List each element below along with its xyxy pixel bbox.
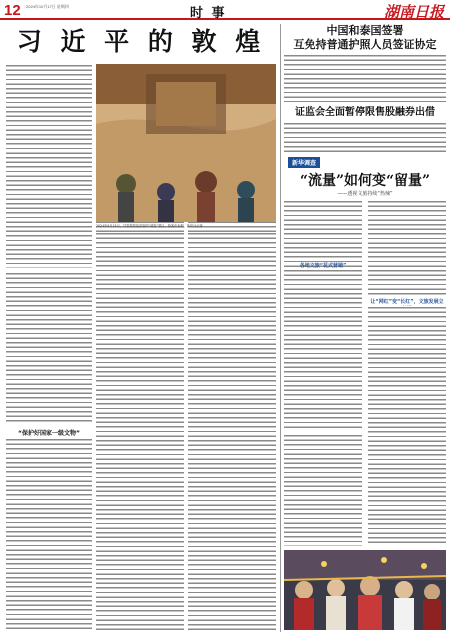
article-body-col-1 [6, 64, 92, 268]
article-body-col-6 [188, 232, 276, 632]
article-body-col-5 [96, 232, 184, 632]
feature-body-col-2 [368, 200, 446, 296]
headline-csrc: 证监会全面暂停限售股融券出借 [295, 107, 435, 118]
newspaper-logo: 湖南日报 [383, 3, 444, 21]
article-body-col-4 [6, 272, 92, 424]
page-number: 12 [4, 2, 21, 19]
news-photo [96, 64, 276, 222]
headline-visa-agreement [284, 24, 446, 52]
column-divider [280, 24, 281, 632]
section-title: 时 事 [190, 6, 227, 21]
visa-article-body [284, 54, 446, 102]
section-subhead: “保护好国家一级文物” [18, 430, 80, 437]
feature-photo [284, 550, 446, 630]
headline-visa-line-2: 互免持普通护照人员签证协定 [293, 38, 437, 51]
feature-subheadline: ——透视文旅持续“热辣” [337, 191, 393, 197]
feature-kicker: 新华调查 [288, 157, 320, 168]
date-line: 2024年10月17日 星期四 [26, 4, 69, 9]
feature-headline: “流量”如何变“留量” [299, 173, 431, 189]
feature-body-col-3 [368, 306, 446, 546]
main-headline: 习 近 平 的 敦 煌 [16, 27, 266, 56]
feature-section-title-1: 各地文旅“花式营销” [299, 263, 347, 269]
page-header [0, 0, 450, 20]
article-body-col-7 [6, 438, 92, 632]
headline-visa-line-1: 中国和泰国签署 [326, 24, 404, 37]
feature-section-title-2: 让“网红”变“长红”，文旅发展立 [370, 299, 444, 305]
csrc-article-body [284, 122, 446, 152]
photo-caption: 2024年9月15日，甘肃敦煌莫高窟的“洞窟”景区，游客在参观，新华社记者 [96, 224, 203, 228]
feature-body-col-1 [284, 200, 362, 430]
feature-body-col-4 [284, 434, 362, 546]
